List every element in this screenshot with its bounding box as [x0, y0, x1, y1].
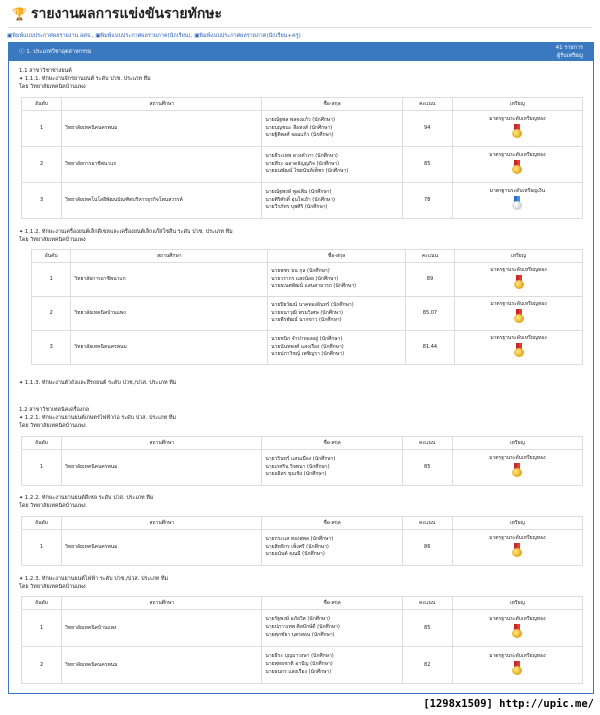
member-name: นายธนกร แสงเรือง (นักศึกษา): [265, 668, 332, 675]
rank-cell: 1: [22, 610, 62, 647]
star-icon: ✦: [19, 229, 25, 235]
medal-label: มาตรฐานระดับเหรียญทอง: [489, 455, 546, 462]
gold-medal-icon: [512, 160, 522, 174]
medal-coin: [514, 348, 524, 357]
table-header-row: [22, 98, 583, 111]
results-table: [21, 97, 583, 219]
score-cell: 85: [402, 610, 452, 647]
pdf-link-region-student-teacher[interactable]: พิมพ์แบบประกาศผลรายภาค(นักเรียน+ครู): [199, 33, 301, 39]
school-cell: วิทยาลัยเทคนิคบ้านแพง: [62, 610, 262, 647]
col-school-header: สถานศึกษา: [62, 517, 262, 530]
col-score-header: คะแนน: [402, 517, 452, 530]
school-cell: วิทยาลัยเทคนิคนครพนม: [62, 111, 262, 147]
col-names-header: ชื่อ-สกุล: [262, 98, 402, 111]
table-row: [32, 263, 583, 297]
school-cell: วิทยาลัยเทคนิคนครพนม: [62, 647, 262, 684]
pdf-icon: ▣: [194, 33, 200, 39]
gold-medal-icon: [512, 463, 522, 477]
member-name: นายวรินทร์ แสนเมือง (นักศึกษา): [265, 455, 336, 462]
star-icon: ✦: [19, 576, 25, 582]
star-icon: ✦: [19, 380, 25, 386]
member-name: นายเกศริน ริจพนา (นักศึกษา): [265, 463, 330, 470]
member-name: นายณัฐพงษ์ พูลเพิ่ม (นักศึกษา): [265, 188, 332, 195]
rank-cell: 1: [32, 263, 71, 297]
medal-coin: [512, 629, 522, 638]
school-cell: วิทยาลัยเทคนิคนครพนม: [62, 530, 262, 566]
medal-cell: [452, 610, 582, 647]
col-medal-header: เหรียญ: [452, 597, 582, 610]
rank-cell: 1: [22, 450, 62, 486]
col-rank-header: อันดับ: [22, 98, 62, 111]
col-school-header: สถานศึกษา: [62, 98, 262, 111]
member-name: นายพีรพัฒน์ นากขาว (นักศึกษา): [271, 317, 342, 324]
member-name: นายธนพัฒน์ ไชยนันท์เพ็ชร (นักศึกษา): [265, 168, 349, 175]
medal-cell: [452, 450, 582, 486]
member-name: นายธเนศพัฒน์ แสนสามารถ (นักศึกษา): [271, 283, 357, 290]
members-cell: [262, 450, 402, 486]
table-row: [22, 610, 583, 647]
col-score-header: คะแนน: [402, 98, 452, 111]
col-rank-header: อันดับ: [22, 437, 62, 450]
rank-cell: 2: [32, 297, 71, 331]
section-heading: ✦ 1.1.2. ทักษะงานเครื่องยนต์เล็กดีเซลและเครื่องยนต์เล็กแก๊สโซลีน ระดับ ปวช. ประเภท ทีม โดย วิทยาลัยเทคนิคบ้านแพง: [19, 229, 233, 243]
gold-medal-icon: [512, 661, 522, 675]
score-cell: 85: [402, 450, 452, 486]
medal-cell: [452, 111, 582, 147]
table-row: [22, 183, 583, 219]
medal-cell: [452, 147, 582, 183]
col-names-header: ชื่อ-สกุล: [262, 517, 402, 530]
col-medal-header: เหรียญ: [455, 250, 583, 263]
section-heading: ✦ 1.1.3. ทักษะงานตัวถังและสีรถยนต์ ระดับ ปวช./ปวส. ประเภท ทีม: [19, 380, 177, 386]
gold-medal-icon: [512, 624, 522, 638]
col-score-header: คะแนน: [405, 250, 454, 263]
col-names-header: ชื่อ-สกุล: [262, 597, 402, 610]
score-cell: 94: [402, 111, 452, 147]
rank-cell: 2: [22, 147, 62, 183]
school-cell: วิทยาลัยเทคนิคนครพนม: [71, 331, 268, 365]
member-name: นายปภาวเทพ ศิลปักษ์ดี (นักศึกษา): [265, 624, 340, 631]
member-name: นายณัฐพล พลจงแก้ว (นักศึกษา): [265, 116, 335, 123]
school-cell: วิทยาลัยเทคนิคนครพนม: [62, 450, 262, 486]
member-name: นายธีระ บุญมาวงษา (นักศึกษา): [265, 653, 334, 660]
score-cell: 81.44: [405, 331, 454, 365]
col-school-header: สถานศึกษา: [62, 437, 262, 450]
members-cell: [262, 647, 402, 684]
col-score-header: คะแนน: [402, 437, 452, 450]
medal-cell: [455, 263, 583, 297]
page-title: 🏆 รายงานผลการแข่งขันรายทักษะ: [12, 6, 223, 22]
results-table: [21, 596, 583, 684]
col-names-header: ชื่อ-สกุล: [268, 250, 406, 263]
watermark: [1298x1509] http://upic.me/: [423, 697, 594, 710]
medal-label: มาตรฐานระดับเหรียญทอง: [489, 152, 546, 159]
table-header-row: [22, 517, 583, 530]
col-rank-header: อันดับ: [22, 597, 62, 610]
member-name: นายศุภชัยา บุตรสอน (นักศึกษา): [265, 631, 335, 638]
member-name: นายชนิก จำปาทองอยู่ (นักศึกษา): [271, 335, 343, 342]
results-table: [21, 436, 583, 486]
table-row: [22, 450, 583, 486]
member-name: นายพชร ธน กุล (นักศึกษา): [271, 267, 330, 274]
col-medal-header: เหรียญ: [452, 437, 582, 450]
members-cell: [262, 147, 402, 183]
medal-label: มาตรฐานระดับเหรียญทอง: [489, 652, 546, 659]
col-rank-header: อันดับ: [32, 250, 71, 263]
member-name: นายสิทธิกร เพ็งศรี (นักศึกษา): [265, 543, 329, 550]
table-row: [32, 331, 583, 365]
pdf-links: ▣พิมพ์แบบประกาศผลรายงาน อศจ., ▣พิมพ์แบบประกาศผลรายภาค(นักเรียน), ▣พิมพ์แบบประกาศผลรายภาค(นักเรียน+ครู): [7, 33, 301, 39]
member-name: นายธีระเทพ ดวงคำภา (นักศึกษา): [265, 152, 338, 159]
gold-medal-icon: [514, 275, 524, 289]
medal-label: มาตรฐานระดับเหรียญทอง: [490, 335, 547, 342]
group-heading: 1.2 สาขาวิชาเทคนิคเครื่องกล ✦ 1.2.1. ทักษะงานยานยนต์เกษตรไฟฟ้าก่อ ระดับ ปวส. ประเภท ทีม โดย วิทยาลัยเทคนิคบ้านแพง: [19, 407, 176, 429]
group-heading: 1.1 สาขาวิชาช่างยนต์ ✦ 1.1.1. ทักษะงานจักรยานยนต์ ระดับ ปวช. ประเภท ทีม โดย วิทยาลัยเทคนิคบ้านแพง: [19, 68, 151, 90]
medal-label: มาตรฐานระดับเหรียญเงิน: [489, 188, 545, 195]
member-name: นายอนันต์ คุณมี (นักศึกษา): [265, 551, 325, 558]
member-name: นายอธิสร ขุมเชิง (นักศึกษา): [265, 471, 327, 478]
score-cell: 78: [402, 183, 452, 219]
results-panel: [8, 42, 594, 694]
medal-label: มาตรฐานระดับเหรียญทอง: [490, 301, 547, 308]
medal-coin: [512, 548, 522, 557]
table-header-row: [22, 437, 583, 450]
medal-cell: [452, 183, 582, 219]
member-name: นายฐิติพงศ์ จอมแก้ว (นักศึกษา): [265, 132, 334, 139]
info-icon: ⓘ: [19, 49, 27, 55]
medal-cell: [452, 647, 582, 684]
table-row: [32, 297, 583, 331]
star-icon: ✦: [19, 495, 25, 501]
gold-medal-icon: [514, 343, 524, 357]
medal-cell: [455, 331, 583, 365]
pdf-link-ashj[interactable]: พิมพ์แบบประกาศผลรายงาน อศจ.: [12, 33, 92, 39]
members-cell: [262, 183, 402, 219]
col-score-header: คะแนน: [402, 597, 452, 610]
score-cell: 82: [402, 647, 452, 684]
panel-title: ⓘ 1. ประเภทวิชาอุตสาหกรรม: [19, 49, 92, 55]
rank-cell: 1: [22, 111, 62, 147]
member-name: นายวรากร แสงน้อย (นักศึกษา): [271, 275, 339, 282]
pdf-link-region-student[interactable]: พิมพ์แบบประกาศผลรายภาค(นักเรียน): [100, 33, 191, 39]
member-name: นายปภาวิชญ์ เพชิญรา (นักศึกษา): [271, 351, 345, 358]
medal-cell: [455, 297, 583, 331]
school-cell: วิทยาลัยการอาชีพนาแก: [71, 263, 268, 297]
star-icon: ✦: [19, 414, 25, 421]
member-name: นายธนาวุฒิ พรมวิเศษ (นักศึกษา): [271, 309, 343, 316]
members-cell: [262, 610, 402, 647]
pdf-icon: ▣: [95, 33, 101, 39]
col-school-header: สถานศึกษา: [62, 597, 262, 610]
member-name: นายพีระ ฉลาดธัญญกิจ (นักศึกษา): [265, 160, 340, 167]
score-cell: 85.07: [405, 297, 454, 331]
col-medal-header: เหรียญ: [452, 517, 582, 530]
rank-cell: 3: [32, 331, 71, 365]
gold-medal-icon: [514, 309, 524, 323]
member-name: นายวีรภัทร บุพศิริ (นักศึกษา): [265, 204, 328, 211]
section-heading: ✦ 1.2.3. ทักษะงานยานยนต์ไฟฟ้า ระดับ ปวช./ปวส. ประเภท ทีม โดย วิทยาลัยเทคนิคบ้านแพง: [19, 576, 169, 590]
trophy-icon: 🏆: [12, 7, 27, 22]
pdf-icon: ▣: [7, 33, 13, 39]
medal-coin: [512, 129, 522, 138]
rank-cell: 2: [22, 647, 62, 684]
star-icon: ✦: [19, 75, 25, 82]
section-heading: ✦ 1.2.2. ทักษะงานยานยนต์ดีเซล ระดับ ปวส. ประเภท ทีม โดย วิทยาลัยเทคนิคบ้านแพง: [19, 495, 154, 509]
school-cell: วิทยาลัยการอาชีพนาแก: [62, 147, 262, 183]
members-cell: [262, 530, 402, 566]
gold-medal-icon: [512, 124, 522, 138]
member-name: นายศิริศักดิ์ อุ่นใจเย้า (นักศึกษา): [265, 196, 335, 203]
divider: [8, 27, 592, 28]
panel-count: 41 รายการ ผู้รับเหรียญ: [555, 45, 583, 59]
col-school-header: สถานศึกษา: [71, 250, 268, 263]
medal-label: มาตรฐานระดับเหรียญทอง: [489, 116, 546, 123]
medal-label: มาตรฐานระดับเหรียญทอง: [490, 267, 547, 274]
member-name: นายบุญชนะ ลือหงส์ (นักศึกษา): [265, 124, 333, 131]
medal-coin: [512, 165, 522, 174]
col-medal-header: เหรียญ: [452, 98, 582, 111]
col-rank-header: อันดับ: [22, 517, 62, 530]
medal-coin: [514, 314, 524, 323]
table-header-row: [32, 250, 583, 263]
table-row: [22, 147, 583, 183]
medal-coin: [512, 201, 522, 210]
rank-cell: 3: [22, 183, 62, 219]
members-cell: [262, 111, 402, 147]
member-name: นายปิยวัฒน์ นาคทองอินทร์ (นักศึกษา): [271, 301, 354, 308]
medal-coin: [514, 280, 524, 289]
silver-medal-icon: [512, 196, 522, 210]
medal-cell: [452, 530, 582, 566]
member-name: นายนันทพงศ์ แสงเรือง (นักศึกษา): [271, 343, 344, 350]
table-row: [22, 647, 583, 684]
school-cell: วิทยาลัยเทคโนโลยีพัฒนบัณฑิตบริหารธุรกิจโพนสวรรค์: [62, 183, 262, 219]
medal-coin: [512, 468, 522, 477]
rank-cell: 1: [22, 530, 62, 566]
members-cell: [268, 297, 406, 331]
results-table: [21, 516, 583, 566]
member-name: นายกระแส ทองสุพล (นักศึกษา): [265, 535, 334, 542]
panel-header[interactable]: [9, 43, 593, 61]
score-cell: 89: [405, 263, 454, 297]
table-row: [22, 530, 583, 566]
table-row: [22, 111, 583, 147]
score-cell: 86: [402, 530, 452, 566]
results-table: [31, 249, 583, 365]
gold-medal-icon: [512, 543, 522, 557]
school-cell: วิทยาลัยเทคนิคบ้านแพง: [71, 297, 268, 331]
member-name: นายพุทธชาติ อาปัญ (นักศึกษา): [265, 661, 333, 668]
medal-label: มาตรฐานระดับเหรียญทอง: [489, 535, 546, 542]
table-header-row: [22, 597, 583, 610]
score-cell: 85: [402, 147, 452, 183]
member-name: นายรัฐพงษ์ อภัยวิส (นักศึกษา): [265, 616, 330, 623]
medal-coin: [512, 666, 522, 675]
members-cell: [268, 331, 406, 365]
medal-label: มาตรฐานระดับเหรียญทอง: [489, 615, 546, 622]
members-cell: [268, 263, 406, 297]
col-names-header: ชื่อ-สกุล: [262, 437, 402, 450]
